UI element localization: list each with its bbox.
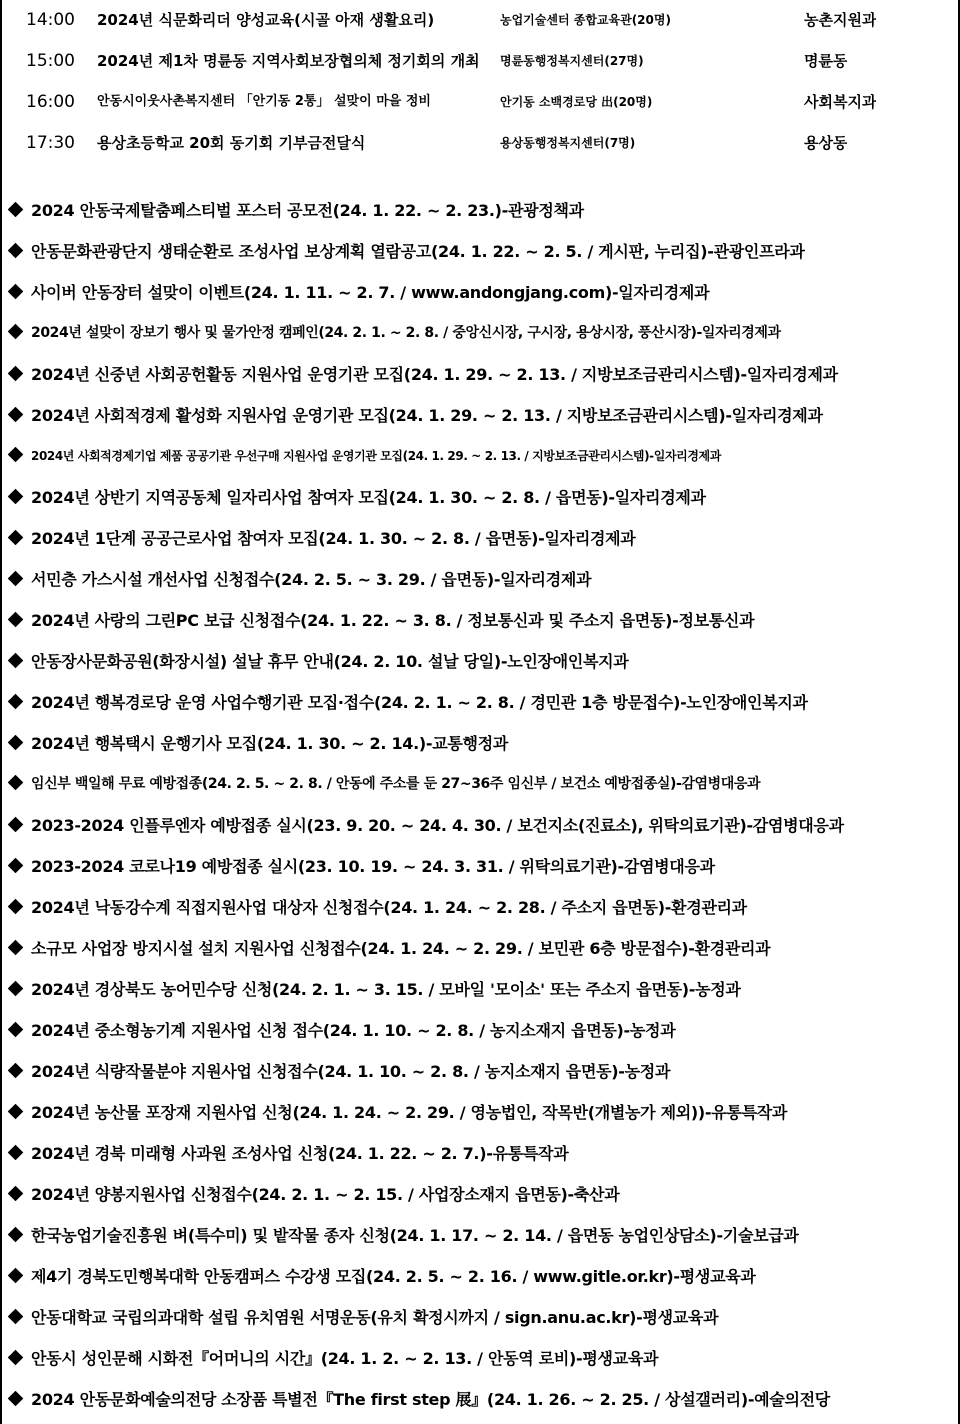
diamond-bullet-icon [8, 774, 24, 790]
notice-item [6, 1379, 956, 1420]
diamond-bullet-icon [8, 981, 24, 997]
notice-item [6, 190, 956, 231]
schedule-time: 17:30 [26, 133, 75, 153]
schedule-time: 14:00 [26, 10, 75, 30]
notice-item [6, 764, 956, 805]
diamond-bullet-icon [8, 858, 24, 874]
diamond-bullet-icon [8, 366, 24, 382]
notice-text: 2024년 행복택시 운행기사 모집(24. 1. 30. ~ 2. 14.)-교통행정과 [31, 734, 509, 753]
notice-text: 2024년 식량작물분야 지원사업 신청접수(24. 1. 10. ~ 2. 8. / 농지소재지 읍면동)-농정과 [31, 1062, 671, 1081]
notice-item [6, 231, 956, 272]
notice-item [6, 1174, 956, 1215]
diamond-bullet-icon [8, 1063, 24, 1079]
notice-text: 제4기 경북도민행복대학 안동캠퍼스 수강생 모집(24. 2. 5. ~ 2. 16. / www.gitle.or.kr)-평생교육과 [31, 1267, 756, 1286]
notice-item [6, 1051, 956, 1092]
notice-item [6, 723, 956, 764]
diamond-bullet-icon [8, 489, 24, 505]
diamond-bullet-icon [8, 1391, 24, 1407]
notice-text: 2024년 신중년 사회공헌활동 지원사업 운영기관 모집(24. 1. 29. ~ 2. 13. / 지방보조금관리시스템)-일자리경제과 [31, 365, 838, 384]
diamond-bullet-icon [8, 571, 24, 587]
notice-text: 2024년 양봉지원사업 신청접수(24. 2. 1. ~ 2. 15. / 사업장소재지 읍면동)-축산과 [31, 1185, 620, 1204]
notice-text: 2024년 사회적경제 활성화 지원사업 운영기관 모집(24. 1. 29. ~ 2. 13. / 지방보조금관리시스템)-일자리경제과 [31, 406, 823, 425]
notice-item [6, 805, 956, 846]
notice-text: 사이버 안동장터 설맞이 이벤트(24. 1. 11. ~ 2. 7. / www.andongjang.com)-일자리경제과 [31, 283, 710, 302]
diamond-bullet-icon [8, 1104, 24, 1120]
diamond-bullet-icon [8, 530, 24, 546]
notice-text: 안동시 성인문해 시화전『어머니의 시간』(24. 1. 2. ~ 2. 13. / 안동역 로비)-평생교육과 [31, 1349, 659, 1368]
notice-text: 2024년 상반기 지역공동체 일자리사업 참여자 모집(24. 1. 30. ~ 2. 8. / 읍면동)-일자리경제과 [31, 488, 706, 507]
notice-text: 2024년 사회적경제기업 제품 공공기관 우선구매 지원사업 운영기관 모집(24. 1. 29. ~ 2. 13. / 지방보조금관리시스템)-일자리경제과 [31, 449, 721, 463]
diamond-bullet-icon [8, 284, 24, 300]
schedule-place: 안기동 소백경로당 出(20명) [500, 95, 653, 109]
diamond-bullet-icon [8, 447, 24, 463]
schedule-row [0, 82, 960, 122]
diamond-bullet-icon [8, 1350, 24, 1366]
notice-item [6, 846, 956, 887]
diamond-bullet-icon [8, 653, 24, 669]
schedule-place: 농업기술센터 종합교육관(20명) [500, 13, 671, 27]
notice-item [6, 887, 956, 928]
notice-text: 2024 안동국제탈춤페스티벌 포스터 공모전(24. 1. 22. ~ 2. 23.)-관광정책과 [31, 201, 584, 220]
notice-item [6, 1215, 956, 1256]
notice-item [6, 969, 956, 1010]
schedule-title: 2024년 식문화리더 양성교육(시골 아재 생활요리) [97, 11, 435, 29]
diamond-bullet-icon [8, 694, 24, 710]
notice-item [6, 1256, 956, 1297]
schedule-row [0, 41, 960, 81]
notice-text: 2024년 행복경로당 운영 사업수행기관 모집·접수(24. 2. 1. ~ 2. 8. / 경민관 1층 방문접수)-노인장애인복지과 [31, 693, 808, 712]
notice-item [6, 1338, 956, 1379]
diamond-bullet-icon [8, 612, 24, 628]
schedule-time: 15:00 [26, 51, 75, 71]
diamond-bullet-icon [8, 735, 24, 751]
notice-text: 2024년 경상북도 농어민수당 신청(24. 2. 1. ~ 3. 15. / 모바일 '모이소' 또는 주소지 읍면동)-농정과 [31, 980, 741, 999]
schedule-title: 안동시이웃사촌복지센터 「안기동 2통」 설맞이 마을 정비 [97, 94, 431, 109]
diamond-bullet-icon [8, 407, 24, 423]
notice-text: 서민층 가스시설 개선사업 신청접수(24. 2. 5. ~ 3. 29. / 읍면동)-일자리경제과 [31, 570, 592, 589]
notice-text: 2024 안동문화예술의전당 소장품 특별전『The first step 展』(24. 1. 26. ~ 2. 25. / 상설갤러리)-예술의전당 [31, 1390, 830, 1409]
notice-text: 2023-2024 코로나19 예방접종 실시(23. 10. 19. ~ 24. 3. 31. / 위탁의료기관)-감염병대응과 [31, 857, 715, 876]
notice-item [6, 395, 956, 436]
notice-text: 2024년 중소형농기계 지원사업 신청 접수(24. 1. 10. ~ 2. 8. / 농지소재지 읍면동)-농정과 [31, 1021, 676, 1040]
notice-text: 임신부 백일해 무료 예방접종(24. 2. 5. ~ 2. 8. / 안동에 주소를 둔 27~36주 임신부 / 보건소 예방접종실)-감염병대응과 [31, 776, 761, 792]
diamond-bullet-icon [8, 1227, 24, 1243]
diamond-bullet-icon [8, 817, 24, 833]
notice-text: 소규모 사업장 방지시설 설치 지원사업 신청접수(24. 1. 24. ~ 2. 29. / 보민관 6층 방문접수)-환경관리과 [31, 939, 771, 958]
notice-item [6, 313, 956, 354]
schedule-time: 16:00 [26, 92, 75, 112]
notice-item [6, 559, 956, 600]
notice-text: 2024년 경북 미래형 사과원 조성사업 신청(24. 1. 22. ~ 2. 7.)-유통특작과 [31, 1144, 569, 1163]
schedule-dept: 용상동 [804, 134, 848, 152]
notice-text: 2024년 농산물 포장재 지원사업 신청(24. 1. 24. ~ 2. 29. / 영농법인, 작목반(개별농가 제외))-유통특작과 [31, 1103, 788, 1122]
schedule-dept: 명륜동 [804, 52, 848, 70]
diamond-bullet-icon [8, 1186, 24, 1202]
diamond-bullet-icon [8, 202, 24, 218]
notice-text: 안동장사문화공원(화장시설) 설날 휴무 안내(24. 2. 10. 설날 당일)-노인장애인복지과 [31, 652, 629, 671]
diamond-bullet-icon [8, 1309, 24, 1325]
diamond-bullet-icon [8, 940, 24, 956]
notice-item [6, 1133, 956, 1174]
notice-item [6, 1092, 956, 1133]
notice-text: 2024년 설맞이 장보기 행사 및 물가안정 캠페인(24. 2. 1. ~ 2. 8. / 중앙신시장, 구시장, 용상시장, 풍산시장)-일자리경제과 [31, 325, 781, 341]
schedule-place: 명륜동행정복지센터(27명) [500, 54, 644, 68]
notice-text: 2024년 낙동강수계 직접지원사업 대상자 신청접수(24. 1. 24. ~ 2. 28. / 주소지 읍면동)-환경관리과 [31, 898, 747, 917]
notice-item [6, 641, 956, 682]
notice-text: 한국농업기술진흥원 벼(특수미) 및 밭작물 종자 신청(24. 1. 17. ~ 2. 14. / 읍면동 농업인상담소)-기술보급과 [31, 1226, 799, 1245]
notice-item [6, 1010, 956, 1051]
notice-item [6, 477, 956, 518]
schedule-place: 용상동행정복지센터(7명) [500, 136, 636, 150]
diamond-bullet-icon [8, 1268, 24, 1284]
notice-item [6, 682, 956, 723]
notice-item [6, 518, 956, 559]
schedule-row [0, 0, 960, 40]
notice-text: 2024년 사랑의 그린PC 보급 신청접수(24. 1. 22. ~ 3. 8. / 정보통신과 및 주소지 읍면동)-정보통신과 [31, 611, 755, 630]
notice-item [6, 272, 956, 313]
schedule-dept: 농촌지원과 [804, 11, 877, 29]
notice-item [6, 600, 956, 641]
diamond-bullet-icon [8, 243, 24, 259]
notice-text: 2023-2024 인플루엔자 예방접종 실시(23. 9. 20. ~ 24. 4. 30. / 보건지소(진료소), 위탁의료기관)-감염병대응과 [31, 816, 844, 835]
schedule-dept: 사회복지과 [804, 93, 877, 111]
notice-item [6, 928, 956, 969]
diamond-bullet-icon [8, 899, 24, 915]
diamond-bullet-icon [8, 1022, 24, 1038]
notice-item [6, 436, 956, 477]
notice-item [6, 354, 956, 395]
notice-item [6, 1297, 956, 1338]
diamond-bullet-icon [8, 1145, 24, 1161]
schedule-title: 용상초등학교 20회 동기회 기부금전달식 [97, 134, 366, 152]
diamond-bullet-icon [8, 323, 24, 339]
schedule-row [0, 123, 960, 163]
schedule-title: 2024년 제1차 명륜동 지역사회보장협의체 정기회의 개최 [97, 52, 480, 70]
notice-text: 안동문화관광단지 생태순환로 조성사업 보상계획 열람공고(24. 1. 22. ~ 2. 5. / 게시판, 누리집)-관광인프라과 [31, 242, 805, 261]
notice-text: 2024년 1단계 공공근로사업 참여자 모집(24. 1. 30. ~ 2. 8. / 읍면동)-일자리경제과 [31, 529, 636, 548]
notice-text: 안동대학교 국립의과대학 설립 유치염원 서명운동(유치 확정시까지 / sign.anu.ac.kr)-평생교육과 [31, 1308, 719, 1327]
